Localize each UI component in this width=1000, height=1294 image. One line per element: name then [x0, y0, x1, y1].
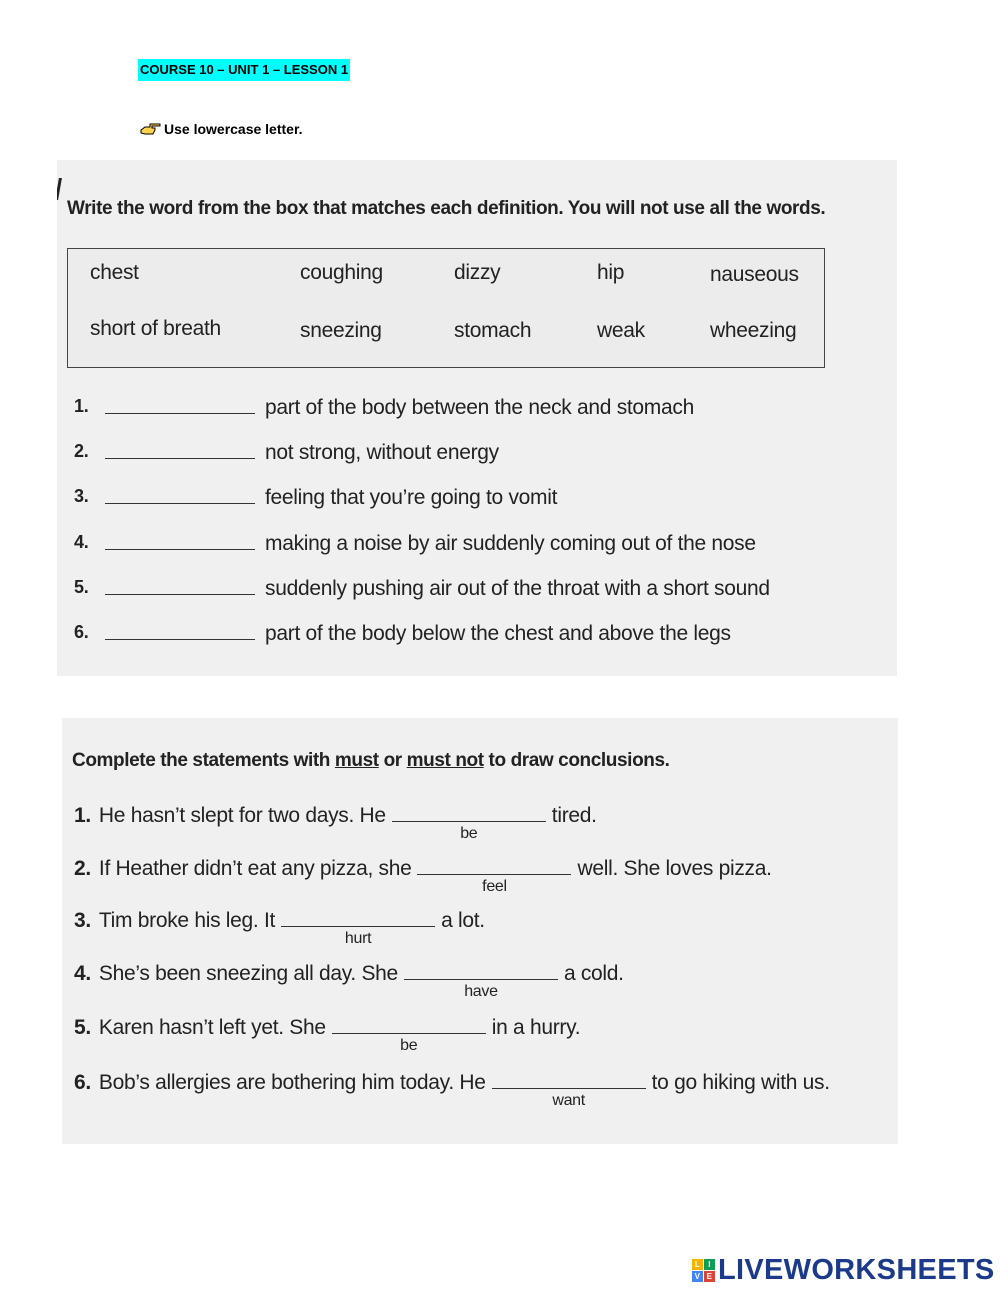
- word-box-item: chest: [90, 261, 139, 284]
- item-number: 6.: [74, 622, 89, 642]
- statement-before: Tim broke his leg. It: [98, 909, 276, 932]
- exercise-1-heading: Write the word from the box that matches each definition. You will not use all the words.: [67, 198, 826, 219]
- definition-text: part of the body between the neck and stomach: [265, 396, 694, 419]
- heading-must-not: must not: [406, 750, 484, 771]
- definition-text: making a noise by air suddenly coming out of the nose: [265, 532, 756, 555]
- statement-item: [74, 906, 485, 956]
- verb-hint: have: [464, 983, 498, 1000]
- answer-blank[interactable]: [392, 801, 546, 842]
- item-number: 1.: [74, 396, 89, 416]
- exercise-2-image: [62, 718, 898, 1144]
- statement-before: Karen hasn’t left yet. She: [98, 1016, 326, 1039]
- answer-blank[interactable]: [105, 503, 255, 504]
- answer-blank[interactable]: [492, 1068, 646, 1109]
- word-box: [67, 248, 825, 368]
- answer-blank[interactable]: [105, 594, 255, 595]
- answer-blank[interactable]: [404, 959, 558, 1000]
- definition-text: part of the body below the chest and above the legs: [265, 622, 731, 645]
- statement-after: tired.: [551, 804, 597, 827]
- answer-blank[interactable]: [105, 458, 255, 459]
- exercise-2-heading: [72, 750, 670, 772]
- definition-text: suddenly pushing air out of the throat with a short sound: [265, 577, 770, 600]
- answer-blank[interactable]: [105, 639, 255, 640]
- item-number: 2.: [74, 441, 89, 461]
- statement-after: a cold.: [563, 962, 624, 985]
- logo-text: LIVEWORKSHEETS: [718, 1253, 995, 1286]
- definition-text: feeling that you’re going to vomit: [265, 486, 558, 509]
- statement-item: [74, 801, 597, 851]
- statement-item: [74, 854, 772, 904]
- statement-after: a lot.: [441, 909, 485, 932]
- item-number: 4.: [74, 532, 89, 552]
- verb-hint: hurt: [344, 930, 372, 947]
- statement-after: in a hurry.: [491, 1016, 581, 1039]
- scan-mark: [57, 178, 62, 200]
- logo-mark-cell: L: [692, 1259, 703, 1270]
- logo-mark-icon: [692, 1259, 715, 1282]
- statement-item: [74, 959, 624, 1009]
- statement-after: to go hiking with us.: [651, 1071, 830, 1094]
- statement-after: well. She loves pizza.: [577, 857, 772, 880]
- item-number: 2.: [74, 857, 91, 880]
- logo-mark-cell: E: [704, 1271, 715, 1282]
- instruction: [140, 119, 303, 139]
- statement-before: Bob’s allergies are bothering him today. He: [98, 1071, 486, 1094]
- word-box-item: stomach: [454, 319, 532, 342]
- answer-blank[interactable]: [417, 854, 571, 895]
- liveworksheets-logo[interactable]: [692, 1253, 995, 1287]
- answer-blank[interactable]: [281, 906, 435, 947]
- definition-text: not strong, without energy: [265, 441, 499, 464]
- word-box-item: dizzy: [454, 261, 501, 284]
- item-number: 5.: [74, 577, 89, 597]
- item-number: 6.: [74, 1071, 91, 1094]
- item-number: 4.: [74, 962, 91, 985]
- instruction-text: Use lowercase letter.: [164, 121, 303, 137]
- statement-item: [74, 1068, 830, 1118]
- statement-item: [74, 1013, 580, 1063]
- logo-mark-cell: V: [692, 1271, 703, 1282]
- answer-blank[interactable]: [105, 413, 255, 414]
- verb-hint: want: [552, 1092, 585, 1109]
- item-number: 3.: [74, 486, 89, 506]
- word-box-item: coughing: [300, 261, 383, 284]
- verb-hint: be: [400, 1037, 418, 1054]
- heading-text: or: [378, 750, 407, 771]
- statement-before: He hasn’t slept for two days. He: [98, 804, 386, 827]
- word-box-item: sneezing: [300, 319, 382, 342]
- item-number: 1.: [74, 804, 91, 827]
- heading-must: must: [334, 750, 379, 771]
- heading-text: Complete the statements with: [72, 750, 335, 771]
- heading-text: to draw conclusions.: [483, 750, 670, 771]
- answer-blank[interactable]: [105, 549, 255, 550]
- item-number: 3.: [74, 909, 91, 932]
- verb-hint: feel: [482, 878, 507, 895]
- verb-hint: be: [460, 825, 478, 842]
- word-box-item: nauseous: [710, 263, 799, 286]
- exercise-1-image: [57, 160, 897, 676]
- item-number: 5.: [74, 1016, 91, 1039]
- logo-mark-cell: I: [704, 1259, 715, 1270]
- pointing-hand-icon: [140, 121, 162, 137]
- answer-blank[interactable]: [332, 1013, 486, 1054]
- statement-before: She’s been sneezing all day. She: [98, 962, 398, 985]
- word-box-item: hip: [597, 261, 625, 284]
- word-box-item: wheezing: [710, 319, 797, 342]
- word-box-item: short of breath: [90, 317, 221, 340]
- statement-before: If Heather didn’t eat any pizza, she: [98, 857, 412, 880]
- word-box-item: weak: [597, 319, 645, 342]
- course-title: COURSE 10 – UNIT 1 – LESSON 1: [138, 59, 350, 81]
